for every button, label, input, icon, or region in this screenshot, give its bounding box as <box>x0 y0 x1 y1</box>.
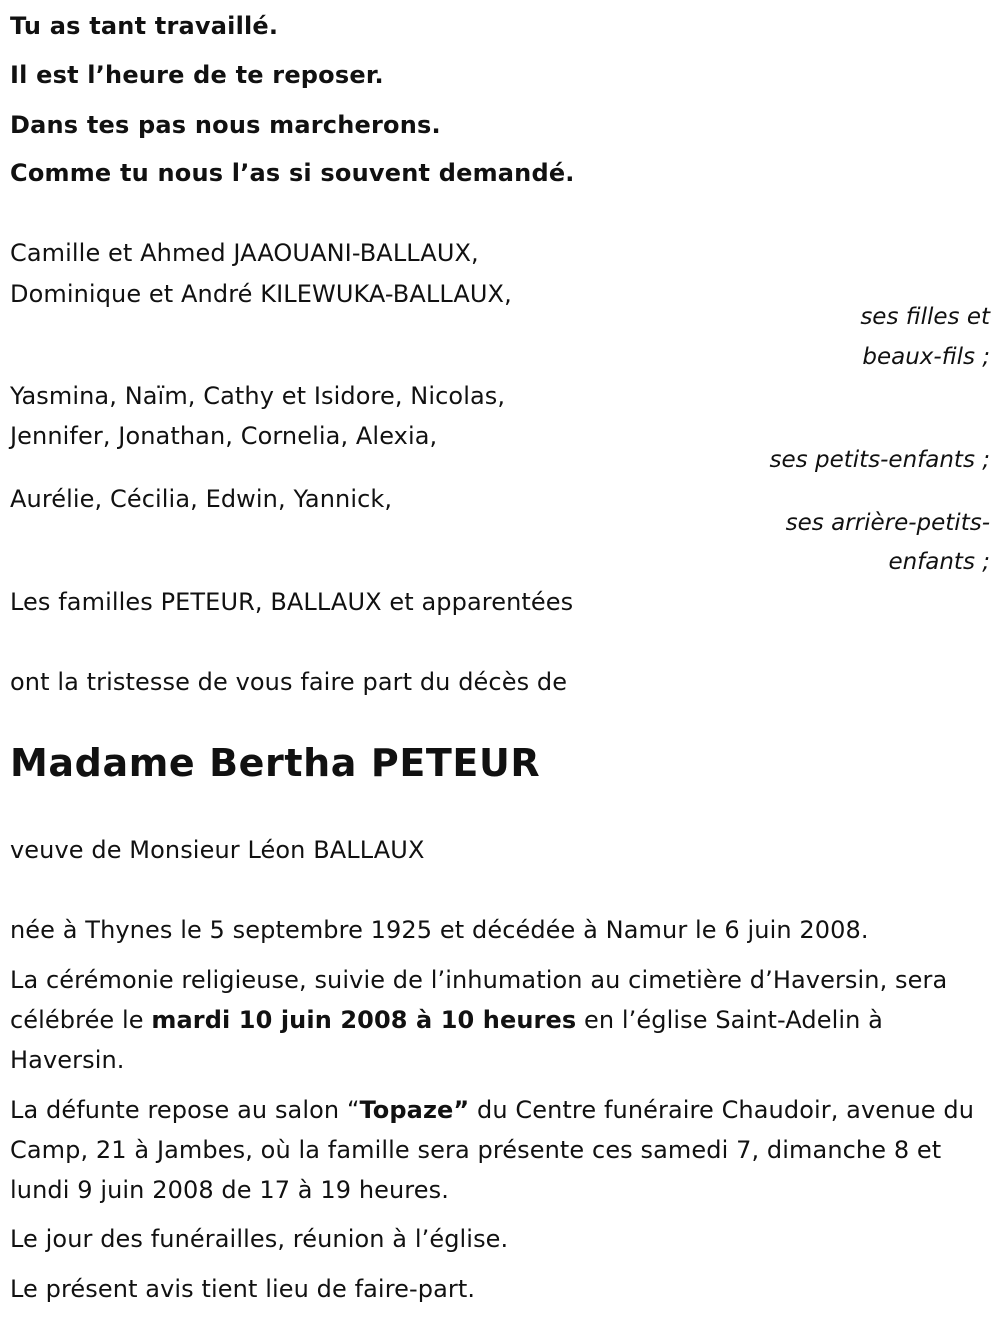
notice-line: Le présent avis tient lieu de faire-part. <box>10 1275 476 1303</box>
viewing-text-part-2: du Centre funéraire Chaudoir, avenue du Camp, 21 à Jambes, où la famille sera présente ces samedi 7, dimanche 8 et lundi 9 juin 2008 de 17 à 19 heures. <box>10 1096 975 1204</box>
daughters-line-2: Dominique et André KILEWUKA-BALLAUX, <box>10 280 512 308</box>
greatgrandchildren-label-line-1: ses arrière-petits- <box>785 510 990 536</box>
poem-line-3: Dans tes pas nous marcherons. <box>10 111 441 139</box>
grandchildren-label: ses petits-enfants ; <box>769 447 990 473</box>
viewing-text-part-1: La défunte repose au salon “ <box>10 1096 360 1124</box>
grandchildren-line-2: Jennifer, Jonathan, Cornelia, Alexia, <box>10 422 438 450</box>
families-line: Les familles PETEUR, BALLAUX et apparentées <box>10 588 574 616</box>
greatgrandchildren-label-line-2: enfants ; <box>888 549 990 575</box>
funeral-meeting-line: Le jour des funérailles, réunion à l’église. <box>10 1225 509 1253</box>
widow-line: veuve de Monsieur Léon BALLAUX <box>10 836 425 864</box>
birth-death-line: née à Thynes le 5 septembre 1925 et décédée à Namur le 6 juin 2008. <box>10 916 869 944</box>
viewing-paragraph <box>10 1090 995 1210</box>
sadness-line: ont la tristesse de vous faire part du décès de <box>10 668 568 696</box>
deceased-name: Madame Bertha PETEUR <box>10 741 541 785</box>
daughters-label-line-2: beaux-fils ; <box>862 344 990 370</box>
viewing-salon-name: Topaze” <box>359 1096 470 1124</box>
grandchildren-line-1: Yasmina, Naïm, Cathy et Isidore, Nicolas, <box>10 382 506 410</box>
greatgrandchildren-line: Aurélie, Cécilia, Edwin, Yannick, <box>10 485 393 513</box>
poem-line-4: Comme tu nous l’as si souvent demandé. <box>10 159 575 187</box>
ceremony-paragraph <box>10 960 995 1080</box>
ceremony-text-part-2: en l’église Saint-Adelin à Haversin. <box>10 1006 883 1074</box>
poem-line-1: Tu as tant travaillé. <box>10 12 279 40</box>
ceremony-text-part-1: La cérémonie religieuse, suivie de l’inhumation au cimetière d’Haversin, sera célébrée le <box>10 966 948 1034</box>
poem-line-2: Il est l’heure de te reposer. <box>10 61 384 89</box>
daughters-line-1: Camille et Ahmed JAAOUANI-BALLAUX, <box>10 239 479 267</box>
daughters-label-line-1: ses filles et <box>860 304 990 330</box>
ceremony-date-time: mardi 10 juin 2008 à 10 heures <box>151 1006 577 1034</box>
